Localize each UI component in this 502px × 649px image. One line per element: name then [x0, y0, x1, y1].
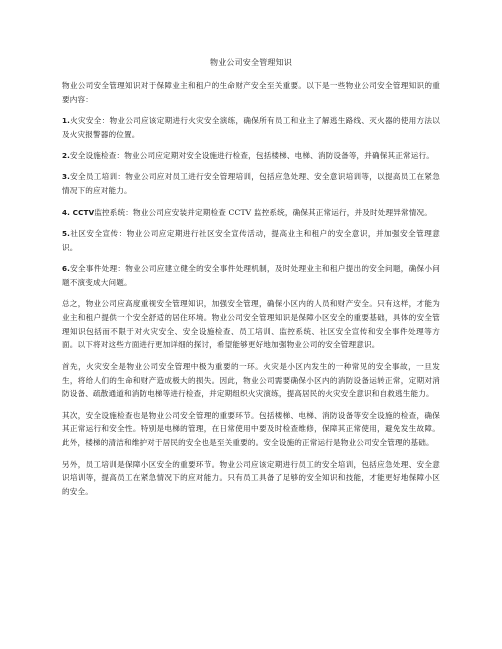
list-item-number: 4. CCTV	[62, 207, 95, 217]
body-paragraph-facility-check: 其次，安全设施检查也是物业公司安全管理的重要环节。包括楼梯、电梯、消防设备等安全设施的检查，确保其正常运行和安全性。特别是电梯的管理，在日常使用中要及时检查维修，保障其正常使用，避免发生故障。此外，楼梯的清洁和维护对于居民的安全也是至关重要的。安全设施的正常运行是物业公司安全管理的基础。	[62, 410, 440, 448]
body-paragraph-summary: 总之，物业公司应高度重视安全管理知识，加强安全管理，确保小区内的人员和财产安全。只有这样，才能为业主和租户提供一个安全舒适的居住环境。物业公司安全管理知识是保障小区安全的重要基础，具体的安全管理知识包括而不限于对火灾安全、安全设施检查、员工培训、监控系统、社区安全宣传和安全事件处理等方面。以下将对这些方面进行更加详细的探讨，希望能够更好地加强物业公司的安全管理意识。	[62, 299, 440, 350]
body-paragraph-staff-training: 另外，员工培训是保障小区安全的重要环节。物业公司应该定期进行员工的安全培训，包括应急处理、安全意识培训等，提高员工在紧急情况下的应对能力。只有员工具备了足够的安全知识和技能，才能更好地保障小区的安全。	[62, 459, 440, 497]
list-item-number: 2.	[62, 151, 71, 161]
list-item	[62, 170, 440, 198]
list-item-text: 火灾安全：物业公司应该定期进行火灾安全演练，确保所有员工和业主了解逃生路线、灭火器的使用方法以及火灾报警器的位置。	[62, 116, 440, 139]
list-item	[62, 149, 440, 163]
list-item-number: 3.	[62, 172, 71, 182]
list-item	[62, 227, 440, 255]
list-item-text: 社区安全宣传：物业公司应定期进行社区安全宣传活动，提高业主和租户的安全意识，并加强安全管理意识。	[62, 228, 440, 252]
list-item-text: 安全员工培训：物业公司应对员工进行安全管理培训，包括应急处理、安全意识培训等，以提高员工在紧急情况下的应对能力。	[62, 172, 440, 196]
list-item-number: 5.	[62, 228, 71, 238]
list-item-number: 6.	[62, 263, 71, 273]
intro-paragraph: 物业公司安全管理知识对于保障业主和租户的生命财产安全至关重要。以下是一些物业公司安全管理知识的重要内容：	[62, 81, 440, 104]
list-item	[62, 114, 440, 142]
body-paragraph-fire-safety: 首先，火灾安全是物业公司安全管理中极为重要的一环。火灾是小区内发生的一种常见的安全事故，一旦发生，将给人们的生命和财产造成极大的损失。因此，物业公司需要确保小区内的消防设备运转正常，定期对消防设备、疏散通道和消防电梯等进行检查，并定期组织火灾演练，提高居民的火灾安全意识和自救逃生能力。	[62, 361, 440, 399]
document-title: 物业公司安全管理知识	[210, 58, 292, 67]
list-item-text: 安全事件处理：物业公司应建立健全的安全事件处理机制，及时处理业主和租户提出的安全问题，确保小问题不演变成大问题。	[62, 263, 440, 287]
list-item-number: 1.	[62, 116, 71, 126]
list-item	[62, 262, 440, 290]
list-item-text: 安全设施检查：物业公司应定期对安全设施进行检查，包括楼梯、电梯、消防设备等，并确保其正常运行。	[70, 151, 434, 161]
document-body	[62, 79, 440, 506]
list-item-text: 监控系统：物业公司应安装并定期检查 CCTV 监控系统，确保其正常运行，并及时处理异常情况。	[94, 207, 432, 217]
list-item	[62, 206, 440, 220]
